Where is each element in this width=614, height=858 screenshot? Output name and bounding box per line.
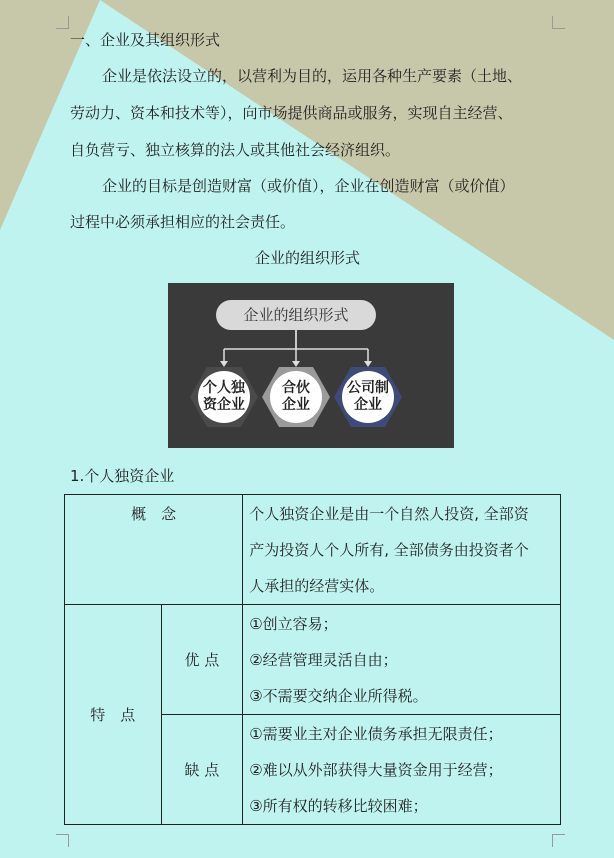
margin-mark — [552, 16, 565, 29]
section-heading: 一、企业及其组织形式 — [70, 31, 221, 49]
disadvantages-label: 缺 点 — [161, 715, 243, 825]
node-label: 公司制 — [347, 380, 389, 396]
concept-line: 人承担的经营实体。 — [249, 576, 385, 595]
list-item: ②经营管理灵活自由； — [249, 650, 398, 669]
section-title: 1.个人独资企业 — [70, 467, 175, 485]
concept-label: 概 念 — [65, 495, 243, 605]
paragraph-line: 企业的目标是创造财富（或价值），企业在创造财富（或价值） — [102, 177, 515, 195]
node-label: 资企业 — [203, 397, 245, 413]
diagram-node-partnership — [261, 365, 331, 429]
advantages-label: 优 点 — [161, 605, 243, 715]
features-label: 特 点 — [65, 605, 162, 825]
table-row — [65, 495, 561, 605]
sole-proprietorship-table — [64, 494, 561, 825]
margin-mark — [56, 834, 69, 847]
node-label: 合伙 — [282, 380, 310, 396]
margin-mark — [552, 834, 565, 847]
concept-line: 产为投资人个人所有, 全部债务由投资者个 — [249, 540, 529, 559]
paragraph-line: 自负营亏、独立核算的法人或其他社会经济组织。 — [70, 141, 401, 159]
margin-mark — [56, 16, 69, 29]
table-row — [65, 605, 561, 715]
paragraph-line: 企业是依法设立的，以营利为目的，运用各种生产要素（土地、 — [102, 67, 523, 85]
figure-caption: 企业的组织形式 — [255, 249, 361, 267]
node-label: 个人独 — [203, 380, 245, 396]
diagram-root-node: 企业的组织形式 — [216, 300, 376, 330]
list-item: ②难以从外部获得大量资金用于经营； — [249, 760, 503, 779]
list-item: ③不需要交纳企业所得税。 — [249, 686, 428, 705]
diagram-node-sole-proprietorship — [189, 365, 259, 429]
disadvantages-list — [243, 715, 561, 825]
list-item: ①需要业主对企业债务承担无限责任； — [249, 724, 503, 743]
list-item: ①创立容易； — [249, 614, 338, 633]
diagram-node-corporation — [333, 365, 403, 429]
concept-line: 个人独资企业是由一个自然人投资, 全部资 — [249, 504, 529, 523]
concept-text — [243, 495, 561, 605]
advantages-list — [243, 605, 561, 715]
list-item: ③所有权的转移比较困难； — [249, 796, 428, 815]
node-label: 企业 — [354, 397, 382, 413]
node-label: 企业 — [282, 397, 310, 413]
paragraph-line: 过程中必须承担相应的社会责任。 — [70, 213, 296, 231]
organization-forms-diagram — [168, 283, 454, 448]
paragraph-line: 劳动力、资本和技术等），向市场提供商品或服务，实现自主经营、 — [70, 104, 513, 122]
